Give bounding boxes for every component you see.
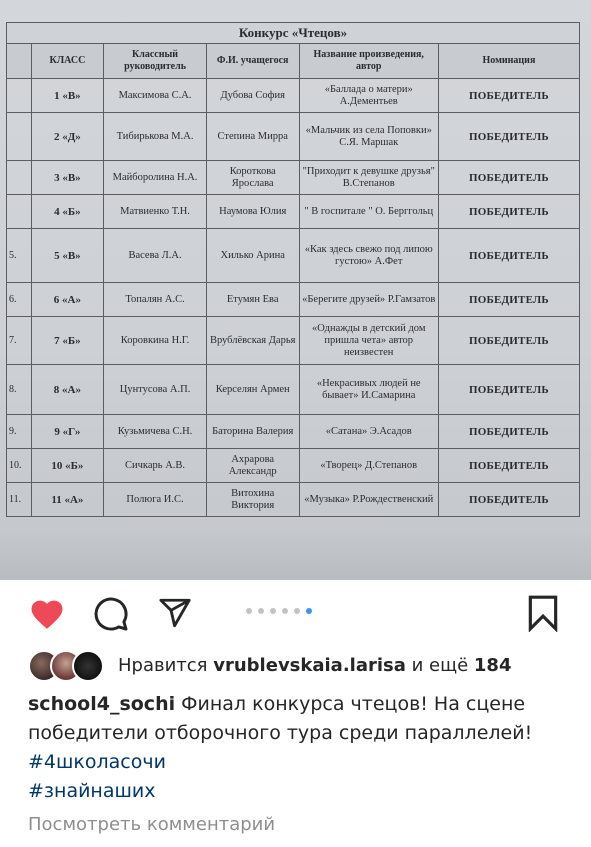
table-row — [7, 161, 580, 195]
cell-work: «Как здесь свежо под липою густою» А.Фет — [299, 229, 438, 283]
cell-cls: 2 «Д» — [31, 113, 104, 161]
cell-teacher: Матвиенко Т.Н. — [104, 195, 207, 229]
cell-cls: 9 «Г» — [31, 415, 104, 449]
table-row — [7, 365, 580, 415]
carousel-dot-active — [306, 608, 312, 614]
avatar — [72, 650, 104, 682]
cell-teacher: Васева Л.А. — [104, 229, 207, 283]
post-caption — [28, 690, 573, 806]
cell-nom: ПОБЕДИТЕЛЬ — [438, 161, 579, 195]
cell-nom: ПОБЕДИТЕЛЬ — [438, 283, 579, 317]
table-row — [7, 79, 580, 113]
cell-cls: 6 «А» — [31, 283, 104, 317]
cell-nom: ПОБЕДИТЕЛЬ — [438, 449, 579, 483]
author-username[interactable]: school4_sochi — [28, 693, 176, 715]
hashtag-link[interactable]: #знайнаших — [28, 780, 156, 802]
cell-cls: 3 «В» — [31, 161, 104, 195]
document-title: Конкурс «Чтецов» — [7, 23, 580, 44]
header-teacher: Классный руководитель — [104, 44, 207, 79]
table-row — [7, 229, 580, 283]
cell-teacher: Полюга И.С. — [104, 483, 207, 517]
carousel-dot — [294, 608, 300, 614]
carousel-dot — [258, 608, 264, 614]
cell-num — [7, 195, 32, 229]
cell-teacher: Сичкарь А.В. — [104, 449, 207, 483]
bookmark-icon[interactable] — [526, 594, 560, 632]
cell-work: " В госпитале " О. Берггольц — [299, 195, 438, 229]
table-row — [7, 317, 580, 365]
cell-student: Дубова София — [206, 79, 299, 113]
table-row — [7, 415, 580, 449]
header-student: Ф.И. учащегося — [206, 44, 299, 79]
paper-plane-icon[interactable] — [157, 596, 193, 630]
cell-num — [7, 79, 32, 113]
table-row — [7, 195, 580, 229]
table-row — [7, 283, 580, 317]
liker-username[interactable]: vrublevskaia.larisa — [213, 654, 406, 676]
cell-work: «Музыка» Р.Рождественский — [299, 483, 438, 517]
cell-nom: ПОБЕДИТЕЛЬ — [438, 79, 579, 113]
cell-student: Врублёвская Дарья — [206, 317, 299, 365]
cell-student: Короткова Ярослава — [206, 161, 299, 195]
cell-nom: ПОБЕДИТЕЛЬ — [438, 365, 579, 415]
header-work: Название произведения, автор — [299, 44, 438, 79]
comment-icon[interactable] — [93, 596, 129, 632]
cell-student: Етумян Ева — [206, 283, 299, 317]
cell-work: «Однажды в детский дом пришла чета» автор неизвестен — [299, 317, 438, 365]
cell-nom: ПОБЕДИТЕЛЬ — [438, 483, 579, 517]
cell-teacher: Цунтусова А.П. — [104, 365, 207, 415]
carousel-indicator — [246, 608, 312, 614]
cell-num — [7, 161, 32, 195]
liker-avatars[interactable] — [28, 650, 104, 680]
header-nomination: Номинация — [438, 44, 579, 79]
cell-student: Наумова Юлия — [206, 195, 299, 229]
carousel-dot — [270, 608, 276, 614]
table-row — [7, 483, 580, 517]
cell-cls: 10 «Б» — [31, 449, 104, 483]
hashtag-link[interactable]: #4школасочи — [28, 751, 166, 773]
likes-count[interactable]: 184 — [473, 654, 512, 676]
cell-num: 7. — [7, 317, 32, 365]
cell-student: Степина Мирра — [206, 113, 299, 161]
cell-num: 10. — [7, 449, 32, 483]
action-bar — [0, 585, 591, 641]
table-row — [7, 449, 580, 483]
cell-work: «Мальчик из села Поповки» С.Я. Маршак — [299, 113, 438, 161]
cell-cls: 4 «Б» — [31, 195, 104, 229]
cell-nom: ПОБЕДИТЕЛЬ — [438, 317, 579, 365]
cell-nom: ПОБЕДИТЕЛЬ — [438, 195, 579, 229]
cell-num — [7, 113, 32, 161]
cell-num: 6. — [7, 283, 32, 317]
cell-teacher: Кузьмичева С.Н. — [104, 415, 207, 449]
cell-nom: ПОБЕДИТЕЛЬ — [438, 113, 579, 161]
table-row — [7, 113, 580, 161]
cell-work: «Баллада о матери» А.Дементьев — [299, 79, 438, 113]
likes-middle: и ещё — [411, 654, 469, 676]
cell-student: Баторина Валерия — [206, 415, 299, 449]
caption-text: Финал конкурса чтецов! На сцене победители отборочного тура среди параллелей! — [28, 693, 533, 744]
cell-teacher: Коровкина Н.Г. — [104, 317, 207, 365]
cell-student: Витохина Виктория — [206, 483, 299, 517]
cell-nom: ПОБЕДИТЕЛЬ — [438, 415, 579, 449]
cell-cls: 7 «Б» — [31, 317, 104, 365]
cell-cls: 8 «А» — [31, 365, 104, 415]
cell-student: Ахрарова Александр — [206, 449, 299, 483]
cell-work: "Приходит к девушке друзья" В.Степанов — [299, 161, 438, 195]
cell-cls: 11 «А» — [31, 483, 104, 517]
cell-teacher: Топалян А.С. — [104, 283, 207, 317]
cell-num: 9. — [7, 415, 32, 449]
view-comments-link[interactable]: Посмотреть комментарий — [28, 814, 276, 835]
cell-cls: 1 «В» — [31, 79, 104, 113]
carousel-dot — [282, 608, 288, 614]
cell-teacher: Тибирькова М.А. — [104, 113, 207, 161]
likes-line — [28, 650, 511, 680]
cell-student: Хилько Арина — [206, 229, 299, 283]
competition-table — [6, 22, 580, 517]
header-num — [7, 44, 32, 79]
likes-prefix: Нравится — [118, 654, 208, 676]
cell-work: «Берегите друзей» Р.Гамзатов — [299, 283, 438, 317]
heart-filled-icon[interactable] — [28, 596, 66, 630]
cell-teacher: Максимова С.А. — [104, 79, 207, 113]
cell-teacher: Майборолина Н.А. — [104, 161, 207, 195]
cell-work: «Сатана» Э.Асадов — [299, 415, 438, 449]
cell-student: Керселян Армен — [206, 365, 299, 415]
cell-work: «Некрасивых людей не бывает» И.Самарина — [299, 365, 438, 415]
header-class: КЛАСС — [31, 44, 104, 79]
cell-num: 8. — [7, 365, 32, 415]
cell-nom: ПОБЕДИТЕЛЬ — [438, 229, 579, 283]
cell-cls: 5 «В» — [31, 229, 104, 283]
cell-num: 5. — [7, 229, 32, 283]
carousel-dot — [246, 608, 252, 614]
cell-work: «Творец» Д.Степанов — [299, 449, 438, 483]
cell-num: 11. — [7, 483, 32, 517]
